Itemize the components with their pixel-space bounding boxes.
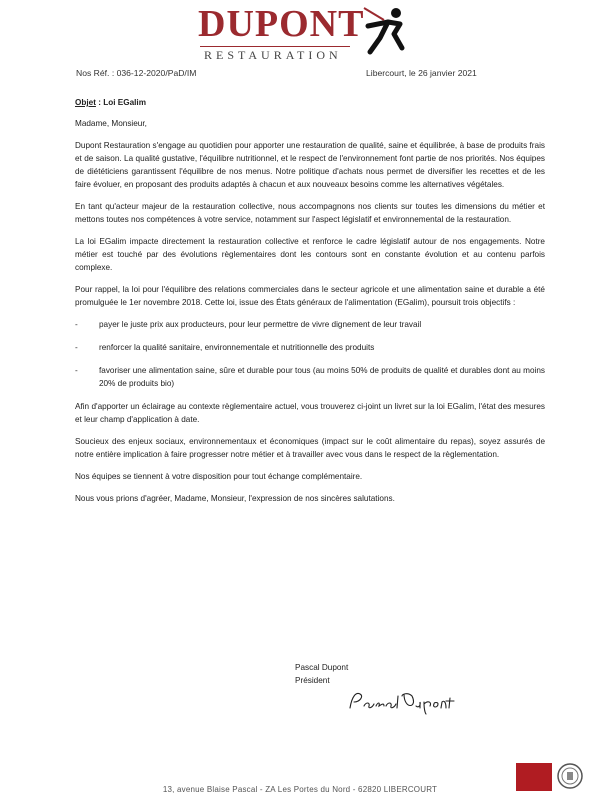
letter-body: [75, 96, 545, 514]
list-item: - payer le juste prix aux producteurs, pour leur permettre de vivre dignement de leur travail: [75, 318, 545, 331]
certification-logo: [516, 763, 552, 791]
paragraph: Afin d'apporter un éclairage au contexte règlementaire actuel, vous trouverez ci-joint un livret sur la loi EGalim, l'état des mesures et leur champ d'application à date.: [75, 402, 545, 424]
signature-block: [295, 661, 348, 687]
list-item: - renforcer la qualité sanitaire, environnementale et nutritionnelle des produits: [75, 341, 545, 354]
paragraph: Soucieux des enjeux sociaux, environnementaux et économiques (impact sur le coût alimentaire du repas), soyez assurés de notre entière implication à faire progresser notre métier et à travailler avec vous dans le respect de la règlementation.: [75, 437, 545, 459]
logo-rule: [200, 46, 350, 47]
objectives-list: [75, 318, 545, 390]
subject-text: : Loi EGalim: [95, 98, 146, 107]
paragraph: Nos équipes se tiennent à votre disposition pour tout échange complémentaire.: [75, 472, 363, 481]
list-item: - favoriser une alimentation saine, sûre et durable pour tous (au moins 50% de produits de qualité et durables dont au moins 20% de produits bio): [75, 364, 545, 390]
logo-sub-text: RESTAURATION: [204, 48, 342, 62]
subject-line: [75, 96, 545, 109]
certification-seal-icon: [557, 763, 583, 789]
paragraph: La loi EGalim impacte directement la restauration collective et renforce le cadre législatif autour de nos engagements. Notre métier est touché par des évolutions règlementaires dont les contours sont en constante évolution et au contenu parfois complexe.: [75, 237, 545, 272]
reference-number: Nos Réf. : 036-12-2020/PaD/IM: [76, 68, 197, 78]
signer-name: Pascal Dupont: [295, 663, 349, 672]
place-date: Libercourt, le 26 janvier 2021: [366, 68, 477, 78]
paragraph: En tant qu'acteur majeur de la restauration collective, nous accompagnons nos clients sur toutes les dimensions du métier et mettons toutes nos compétences à votre service, notamment sur l'aspect législatif et environnemental de la restauration.: [75, 202, 545, 224]
footer-address: 13, avenue Blaise Pascal - ZA Les Portes du Nord - 62820 LIBERCOURT: [162, 785, 438, 794]
running-figure-icon: [358, 4, 414, 60]
salutation: Madame, Monsieur,: [75, 119, 147, 128]
subject-label: Objet: [75, 98, 96, 107]
closing-formula: Nous vous prions d'agréer, Madame, Monsieur, l'expression de nos sincères salutations.: [75, 494, 395, 503]
paragraph: Dupont Restauration s'engage au quotidien pour apporter une restauration de qualité, saine et équilibrée, à base de produits frais et de saison. La qualité gustative, l'équilibre nutritionnel, et le respect de l'environnement font partie de nos priorités. Nos équipes de diététiciens garantissent l'équilibre de nos menus. Notre politique d'achats nous permet de diversifier les recettes et de les faire évoluer, en proposant des produits adaptés à chacun et aux nouveaux besoins comme les alternatives végétales.: [75, 141, 545, 189]
logo-brand-text: DUPONT: [198, 3, 365, 45]
handwritten-signature: [346, 684, 456, 718]
paragraph: Pour rappel, la loi pour l'équilibre des relations commerciales dans le secteur agricole et une alimentation saine et durable a été promulguée le 1er novembre 2018. Cette loi, issue des États généraux de l'alimentation (EGalim), poursuit trois objectifs :: [75, 285, 545, 307]
signer-title: Président: [295, 676, 330, 685]
company-logo: [198, 4, 418, 64]
